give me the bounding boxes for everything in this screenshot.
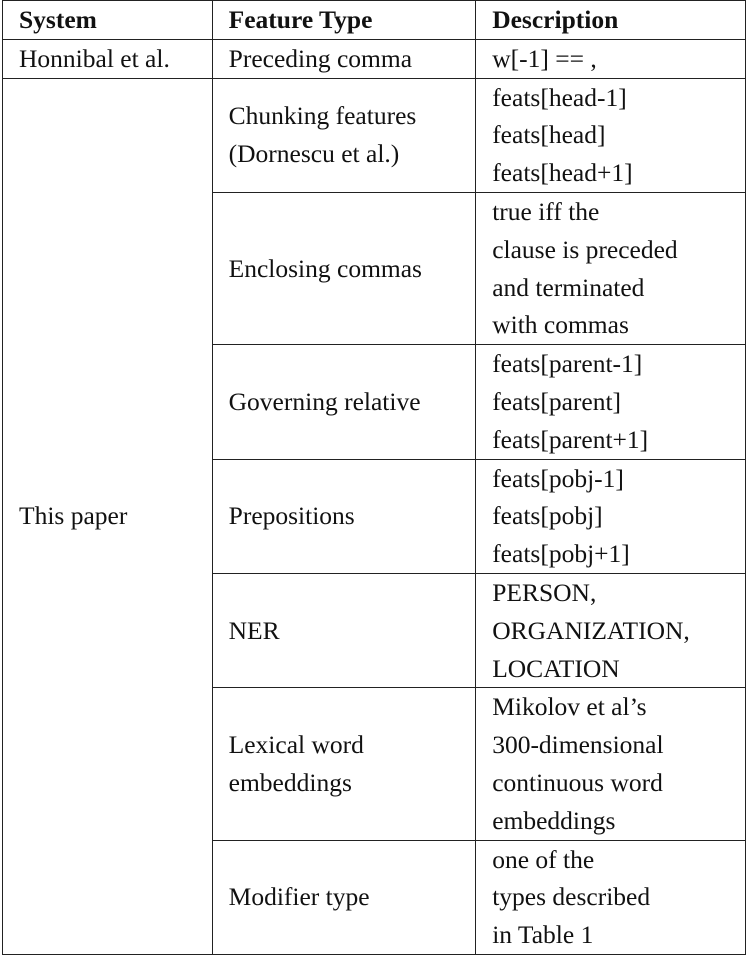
description-line: continuous word	[492, 767, 663, 797]
description-line: clause is preceded	[492, 234, 678, 264]
description-line: feats[pobj+1]	[492, 539, 630, 569]
system-cell: Honnibal et al.	[3, 39, 213, 78]
feature-line: Modifier type	[228, 882, 370, 912]
description-line: ORGANIZATION,	[492, 615, 690, 645]
header-row	[3, 1, 746, 40]
feature-type-cell	[212, 345, 476, 459]
description-line: feats[head-1]	[492, 82, 627, 112]
description-line: feats[pobj-1]	[492, 463, 624, 493]
table-row	[3, 78, 746, 192]
feature-line: Enclosing commas	[228, 253, 422, 283]
description-line: Mikolov et al’s	[492, 692, 647, 722]
description-line: and terminated	[492, 272, 645, 302]
description-line: true iff the	[492, 196, 600, 226]
description-line: feats[parent-1]	[492, 349, 643, 379]
description-cell	[476, 688, 746, 840]
feature-table	[2, 0, 746, 955]
feature-line: (Dornescu et al.)	[228, 139, 400, 169]
header-feature-type: Feature Type	[212, 1, 476, 40]
feature-line: Prepositions	[228, 501, 355, 531]
feature-line: NER	[228, 615, 280, 645]
feature-line: Chunking features	[228, 101, 417, 131]
description-line: feats[parent]	[492, 386, 622, 416]
description-cell	[476, 192, 746, 344]
header-system: System	[3, 1, 213, 40]
description-line: PERSON,	[492, 577, 597, 607]
description-line: embeddings	[492, 805, 616, 835]
feature-line: embeddings	[228, 767, 352, 797]
description-line: types described	[492, 882, 651, 912]
system-cell: This paper	[3, 78, 213, 954]
description-cell	[476, 459, 746, 573]
description-line: feats[head]	[492, 120, 606, 150]
description-line: feats[pobj]	[492, 501, 603, 531]
description-cell	[476, 78, 746, 192]
feature-type-cell	[212, 78, 476, 192]
feature-type-cell	[212, 573, 476, 687]
feature-type-cell	[212, 840, 476, 954]
feature-type-cell	[212, 459, 476, 573]
feature-line: Lexical word	[228, 730, 364, 760]
description-line: 300-dimensional	[492, 730, 664, 760]
table-row	[3, 39, 746, 78]
feature-line: Governing relative	[228, 386, 421, 416]
description-line: one of the	[492, 844, 595, 874]
feature-line: Preceding comma	[228, 43, 413, 73]
feature-type-cell	[212, 688, 476, 840]
feature-type-cell	[212, 39, 476, 78]
description-line: in Table 1	[492, 920, 594, 950]
header-description: Description	[476, 1, 746, 40]
description-cell	[476, 840, 746, 954]
description-cell	[476, 345, 746, 459]
description-line: feats[head+1]	[492, 158, 633, 188]
description-line: with commas	[492, 310, 629, 340]
description-line: w[-1] == ,	[492, 43, 597, 73]
description-line: feats[parent+1]	[492, 424, 649, 454]
feature-type-cell	[212, 192, 476, 344]
description-cell	[476, 573, 746, 687]
description-cell	[476, 39, 746, 78]
description-line: LOCATION	[492, 653, 620, 683]
